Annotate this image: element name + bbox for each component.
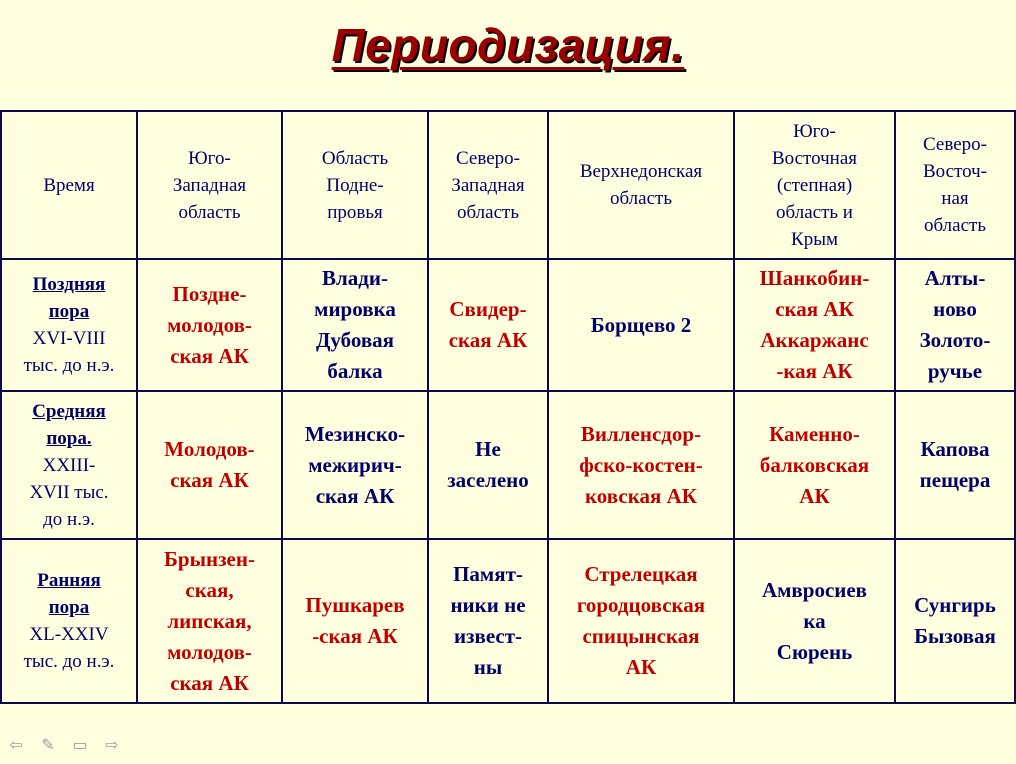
- era-label: Средняя пора.: [32, 400, 106, 449]
- culture-cell: Каменно- балковская АК: [734, 391, 895, 539]
- culture-cell: Памят- ники не извест- ны: [428, 539, 548, 703]
- culture-cell: Мезинско- межирич- ская АК: [282, 391, 428, 539]
- culture-cell: Влади- мировка Дубовая балка: [282, 259, 428, 391]
- era-dates: XL-XXIV тыс. до н.э.: [23, 624, 115, 672]
- header-northeast: Северо- Восточ- ная область: [895, 111, 1015, 259]
- era-dates: XXIII- XVII тыс. до н.э.: [29, 454, 109, 530]
- pen-icon[interactable]: ✎: [41, 735, 55, 754]
- culture-cell: Борщево 2: [548, 259, 734, 391]
- arrow-left-icon[interactable]: ⇦: [9, 735, 23, 754]
- header-southeast: Юго- Восточная (степная) область и Крым: [734, 111, 895, 259]
- era-dates: XVI-VIII тыс. до н.э.: [23, 328, 115, 376]
- culture-cell: Не заселено: [428, 391, 548, 539]
- header-upper-don: Верхнедонская область: [548, 111, 734, 259]
- table-row: [1, 391, 1015, 539]
- header-northwest: Северо- Западная область: [428, 111, 548, 259]
- culture-cell: Пушкарев -ская АК: [282, 539, 428, 703]
- header-row: [1, 111, 1015, 259]
- culture-cell: Амвросиев ка Сюрень: [734, 539, 895, 703]
- slide-navigation: [6, 736, 122, 754]
- culture-cell: Алты- ново Золото- ручье: [895, 259, 1015, 391]
- culture-cell: Брынзен- ская, липская, молодов- ская АК: [137, 539, 282, 703]
- culture-cell: Стрелецкая городцовская спицынская АК: [548, 539, 734, 703]
- header-southwest: Юго- Западная область: [137, 111, 282, 259]
- periodization-table: [0, 110, 1016, 704]
- culture-cell: Поздне- молодов- ская АК: [137, 259, 282, 391]
- header-time: Время: [1, 111, 137, 259]
- header-dnieper: Область Подне- провья: [282, 111, 428, 259]
- menu-icon[interactable]: ▭: [72, 735, 88, 754]
- culture-cell: Капова пещера: [895, 391, 1015, 539]
- culture-cell: Сунгирь Бызовая: [895, 539, 1015, 703]
- table-row: [1, 539, 1015, 703]
- page-title: Периодизация.: [331, 19, 685, 71]
- era-label: Ранняя пора: [37, 570, 101, 618]
- culture-cell: Молодов- ская АК: [137, 391, 282, 539]
- time-cell: [1, 259, 137, 391]
- time-cell: [1, 391, 137, 539]
- table-row: [1, 259, 1015, 391]
- era-label: Поздняя пора: [32, 274, 106, 322]
- time-cell: [1, 539, 137, 703]
- culture-cell: Вилленсдор- фско-костен- ковская АК: [548, 391, 734, 539]
- culture-cell: Свидер- ская АК: [428, 259, 548, 391]
- arrow-right-icon[interactable]: ⇨: [105, 735, 119, 754]
- culture-cell: Шанкобин- ская АК Аккаржанс -кая АК: [734, 259, 895, 391]
